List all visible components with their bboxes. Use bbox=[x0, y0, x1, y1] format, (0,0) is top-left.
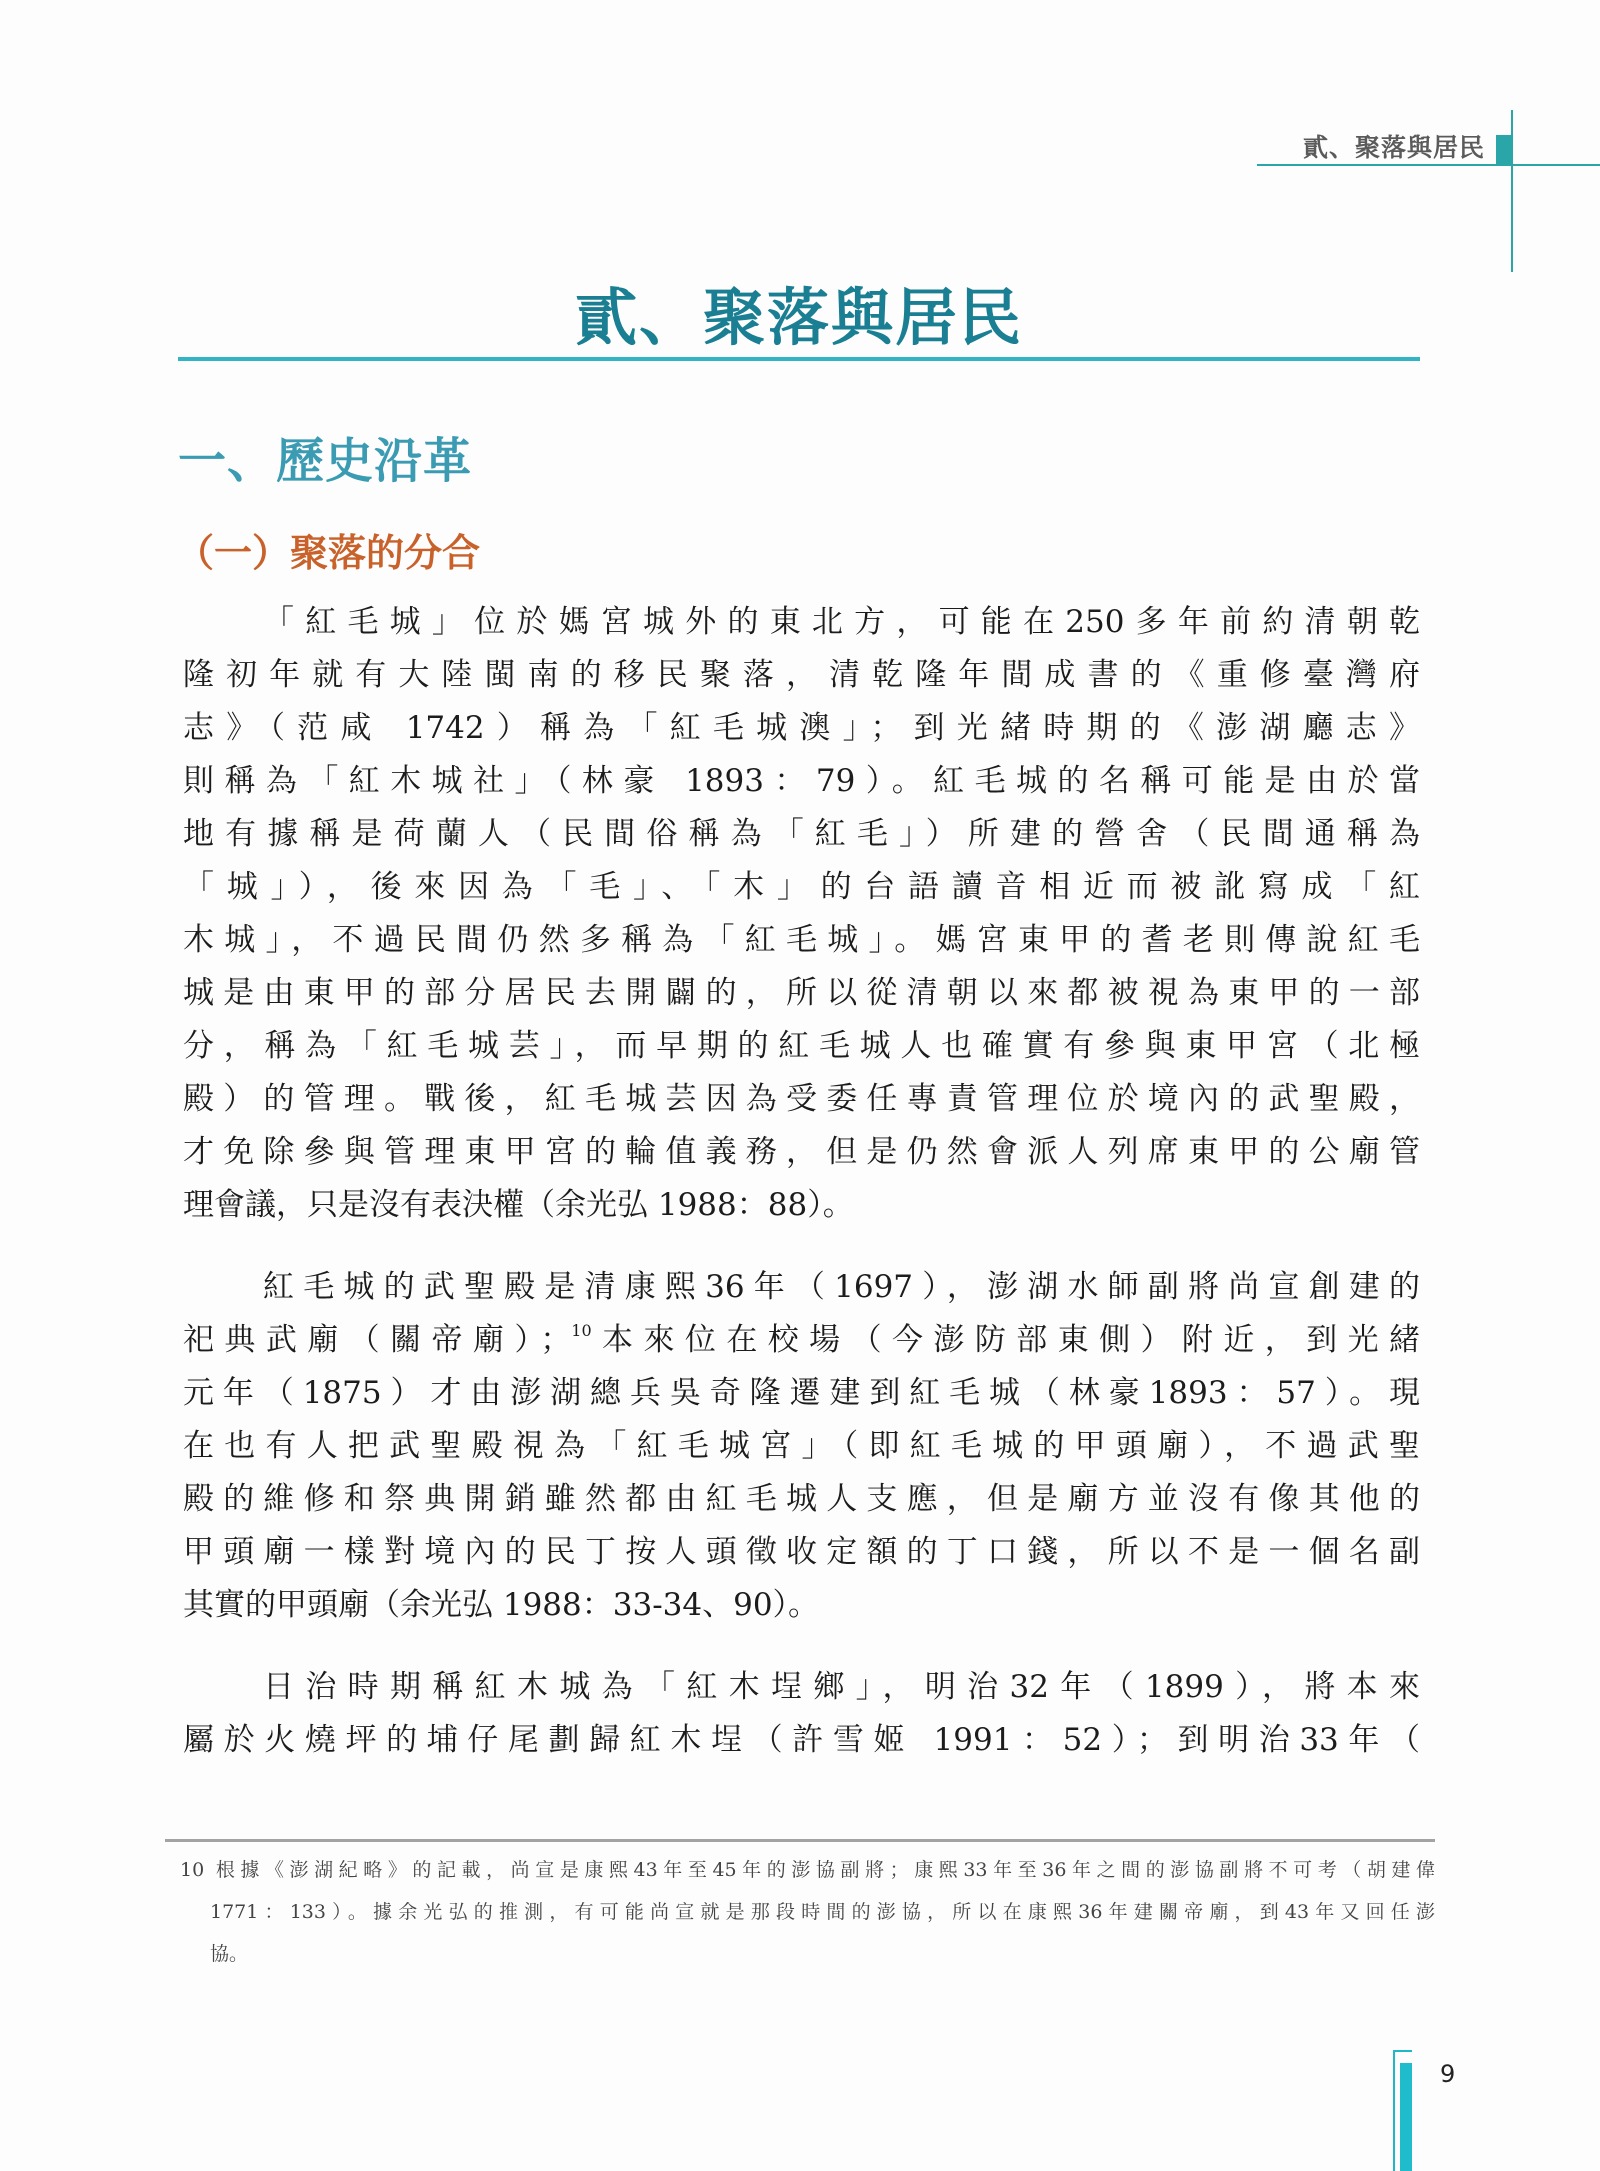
body-line: 志》（范咸 1742）稱為「紅毛城澳」；到光緒時期的《澎湖廳志》 bbox=[183, 710, 1420, 746]
footnote-divider bbox=[165, 1839, 1435, 1842]
footnote-text: 根據《澎湖紀略》的記載，尚宣是康熙43年至45年的澎協副將；康熙33年至36年之間的澎協副將不可考（胡建偉 bbox=[215, 1859, 1435, 1881]
body-line: 元年（1875）才由澎湖總兵吳奇隆遷建到紅毛城（林豪1893：57）。現 bbox=[183, 1375, 1420, 1411]
body-line: 「紅毛城」位於媽宮城外的東北方，可能在250多年前約清朝乾 bbox=[263, 604, 1420, 640]
running-header: 貳、聚落與居民 bbox=[1302, 133, 1485, 162]
page-number-bar bbox=[1400, 2063, 1412, 2171]
subsection-heading: （一）聚落的分合 bbox=[176, 531, 481, 575]
page-number-tick bbox=[1393, 2050, 1412, 2052]
body-line: 「城」），後來因為「毛」、「木」的台語讀音相近而被訛寫成「紅 bbox=[183, 869, 1420, 905]
body-line: 殿）的管理。戰後，紅毛城芸因為受委任專責管理位於境內的武聖殿， bbox=[183, 1081, 1420, 1117]
body-text: 祀典武廟（關帝廟）； bbox=[183, 1322, 572, 1358]
body-line-with-footnote-ref bbox=[183, 1314, 1420, 1367]
header-horizontal-rule bbox=[1257, 164, 1600, 166]
body-line: 理會議，只是沒有表決權（余光弘 1988：88）。 bbox=[183, 1187, 854, 1223]
body-line: 隆初年就有大陸閩南的移民聚落，清乾隆年間成書的《重修臺灣府 bbox=[183, 657, 1420, 693]
body-line: 紅毛城的武聖殿是清康熙36年（1697），澎湖水師副將尚宣創建的 bbox=[263, 1269, 1420, 1305]
body-line: 在也有人把武聖殿視為「紅毛城宮」（即紅毛城的甲頭廟），不過武聖 bbox=[183, 1428, 1420, 1464]
footnote-number: 10 bbox=[180, 1859, 205, 1881]
section-heading: 一、歷史沿革 bbox=[178, 433, 473, 489]
body-line: 木城」，不過民間仍然多稱為「紅毛城」。媽宮東甲的耆老則傳說紅毛 bbox=[183, 922, 1420, 958]
body-line: 屬於火燒坪的埔仔尾劃歸紅木埕（許雪姬 1991：52）；到明治33年（ bbox=[183, 1722, 1420, 1758]
footnote-line bbox=[180, 1849, 1435, 1891]
page-number-rule bbox=[1393, 2050, 1395, 2171]
body-line: 甲頭廟一樣對境內的民丁按人頭徵收定額的丁口錢，所以不是一個名副 bbox=[183, 1534, 1420, 1570]
body-line: 其實的甲頭廟（余光弘 1988：33-34、90）。 bbox=[183, 1587, 820, 1623]
chapter-title: 貳、聚落與居民 bbox=[574, 281, 1023, 354]
body-line: 分，稱為「紅毛城芸」，而早期的紅毛城人也確實有參與東甲宮（北極 bbox=[183, 1028, 1420, 1064]
body-line: 才免除參與管理東甲宮的輪值義務，但是仍然會派人列席東甲的公廟管 bbox=[183, 1134, 1420, 1170]
body-line: 殿的維修和祭典開銷雖然都由紅毛城人支應，但是廟方並沒有像其他的 bbox=[183, 1481, 1420, 1517]
body-line: 則稱為「紅木城社」（林豪 1893：79）。紅毛城的名稱可能是由於當 bbox=[183, 763, 1420, 799]
header-accent-block bbox=[1496, 135, 1513, 165]
body-text: 本來位在校場（今澎防部東側）附近，到光緒 bbox=[591, 1322, 1420, 1358]
footnote-reference[interactable]: 10 bbox=[571, 1321, 592, 1340]
title-divider bbox=[178, 357, 1420, 361]
footnote-line: 1771：133）。據余光弘的推測，有可能尚宣就是那段時間的澎協，所以在康熙36年建關帝廟，到43年又回任澎 bbox=[210, 1901, 1435, 1923]
footnote-line: 協。 bbox=[210, 1943, 249, 1965]
page-number: 9 bbox=[1440, 2060, 1456, 2088]
body-line: 日治時期稱紅木城為「紅木埕鄉」，明治32年（1899），將本來 bbox=[263, 1669, 1420, 1705]
body-line: 城是由東甲的部分居民去開闢的，所以從清朝以來都被視為東甲的一部 bbox=[183, 975, 1420, 1011]
body-line: 地有據稱是荷蘭人（民間俗稱為「紅毛」）所建的營舍（民間通稱為 bbox=[183, 816, 1420, 852]
